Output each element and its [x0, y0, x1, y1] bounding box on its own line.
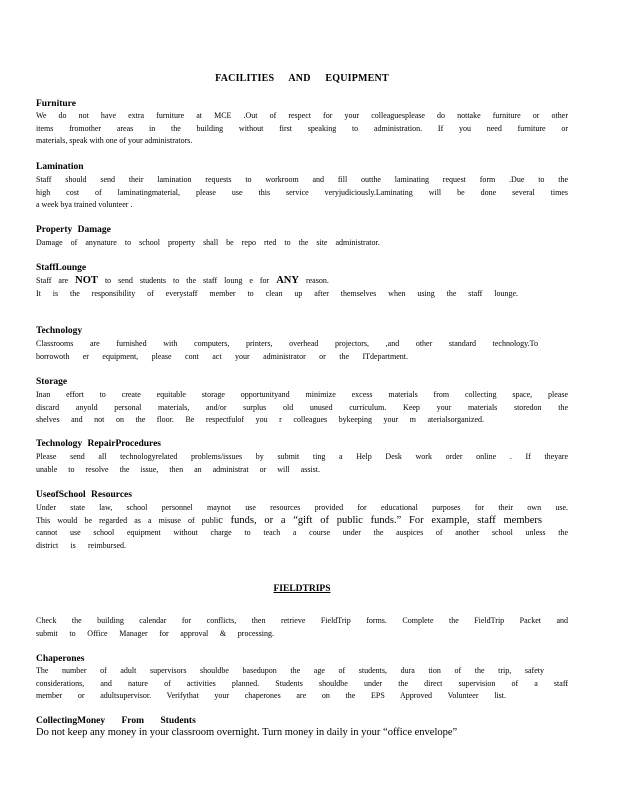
property-damage-paragraph — [36, 237, 568, 250]
staff-lounge-line-2: It is the responsibility of everystaff member to clean up after themselves when using the staff lounge. — [36, 288, 518, 298]
staff-lounge-text-a: Staff are — [36, 276, 69, 285]
heading-use-of-school-resources: UseofSchool Resources — [36, 490, 132, 500]
school-resources-line-1: Under state law, school personnel maynot use resources provided for educational purposes for their own use. — [36, 503, 568, 512]
chaperones-line-3: member or adultsupervisor. Verifythat your chaperones are on the EPS Approved Volunteer list. — [36, 691, 506, 700]
property-damage-line-1: Damage of anynature to school property shall be repo rted to the site administrator. — [36, 238, 380, 247]
lamination-paragraph — [36, 174, 568, 212]
heading-fieldtrips — [36, 584, 568, 594]
furniture-line-3: materials, speak with one of your administrators. — [36, 136, 193, 145]
heading-technology-repair: Technology RepairProcedures — [36, 439, 162, 449]
emphasis-any: ANY — [276, 275, 299, 286]
furniture-paragraph — [36, 110, 568, 148]
chaperones-paragraph — [36, 665, 568, 703]
fieldtrips-line-1: Check the building calendar for conflicts, then retrieve FieldTrip forms. Complete the FieldTrip Packet and — [36, 616, 568, 625]
chaperones-line-1: The number of adult supervisors shouldbe basedupon the age of students, dura tion of the trip, safety — [36, 666, 544, 675]
heading-property-damage: Property Damage — [36, 225, 111, 235]
fieldtrips-title: FIELDTRIPS — [273, 584, 331, 594]
school-resources-line-2a: This would be regarded as a misuse of publi — [36, 515, 219, 525]
emphasis-not: NOT — [75, 275, 98, 286]
heading-staff-lounge: StaffLounge — [36, 263, 87, 273]
furniture-line-2: items fromother areas in the building without first speaking to administration. If you need furniture or — [36, 123, 568, 133]
heading-collecting-money: CollectingMoney From Students — [36, 716, 196, 726]
storage-line-2: discard anyold personal materials, and/or surplus old unused curriculum. Keep your materials storedon the — [36, 402, 568, 412]
school-resources-line-2 — [36, 515, 542, 528]
technology-repair-paragraph — [36, 451, 568, 476]
school-resources-line-4: district is reimbursed. — [36, 540, 126, 550]
storage-line-1: Inan effort to create equitable storage opportunityand minimize excess materials from collecting space, please — [36, 390, 568, 399]
heading-furniture: Furniture — [36, 99, 76, 109]
heading-storage: Storage — [36, 377, 68, 387]
furniture-line-1: We do not have extra furniture at MCE .Out of respect for your colleaguesplease do nottake furniture or other — [36, 111, 568, 120]
chaperones-line-2: considerations, and nature of activities planned. Students shouldbe under the direct supervision of a staff — [36, 678, 568, 688]
technology-paragraph — [36, 338, 568, 363]
lamination-line-1: Staff should send their lamination requests to workroom and fill outthe laminating request form .Due to the — [36, 175, 568, 184]
staff-lounge-paragraph — [36, 275, 568, 300]
page-title: FACILITIES AND EQUIPMENT — [215, 73, 389, 84]
heading-chaperones: Chaperones — [36, 654, 85, 664]
storage-line-3: shelves and not on the floor. Be respectfulof you r colleagues bykeeping your m aterialsorganized. — [36, 415, 484, 424]
fieldtrips-line-2: submit to Office Manager for approval & processing. — [36, 628, 274, 638]
collecting-money-paragraph — [36, 727, 568, 740]
technology-repair-line-1: Please send all technologyrelated problems/issues by submit ting a Help Desk work order online . If theyare — [36, 452, 568, 461]
school-resources-line-2b: c funds, or a “gift of public funds.” For example, staff members — [218, 514, 542, 526]
staff-lounge-text-c: reason. — [305, 276, 329, 285]
school-resources-paragraph — [36, 502, 568, 552]
staff-lounge-line-1 — [36, 275, 568, 288]
fieldtrips-paragraph — [36, 615, 568, 640]
lamination-line-2: high cost of laminatingmaterial, please use this service veryjudiciously.Laminating will be done several times — [36, 187, 568, 197]
technology-repair-line-2: unable to resolve the issue, then an administrat or will assist. — [36, 464, 320, 474]
heading-technology: Technology — [36, 326, 83, 336]
technology-line-1: Classrooms are furnished with computers, printers, overhead projectors, ,and other standard technology.To — [36, 339, 538, 348]
heading-lamination: Lamination — [36, 162, 84, 172]
storage-paragraph — [36, 389, 568, 427]
staff-lounge-text-b: to send students to the staff loung e for — [104, 276, 270, 285]
collecting-money-line-1: Do not keep any money in your classroom overnight. Turn money in daily in your “office envelope” — [36, 727, 458, 738]
lamination-line-3: a week bya trained volunteer . — [36, 200, 133, 209]
technology-line-2: borrowoth er equipment, please cont act your administrator or the ITdepartment. — [36, 351, 408, 361]
school-resources-line-3: cannot use school equipment without charge to teach a course under the auspices of another school unless the — [36, 528, 568, 537]
